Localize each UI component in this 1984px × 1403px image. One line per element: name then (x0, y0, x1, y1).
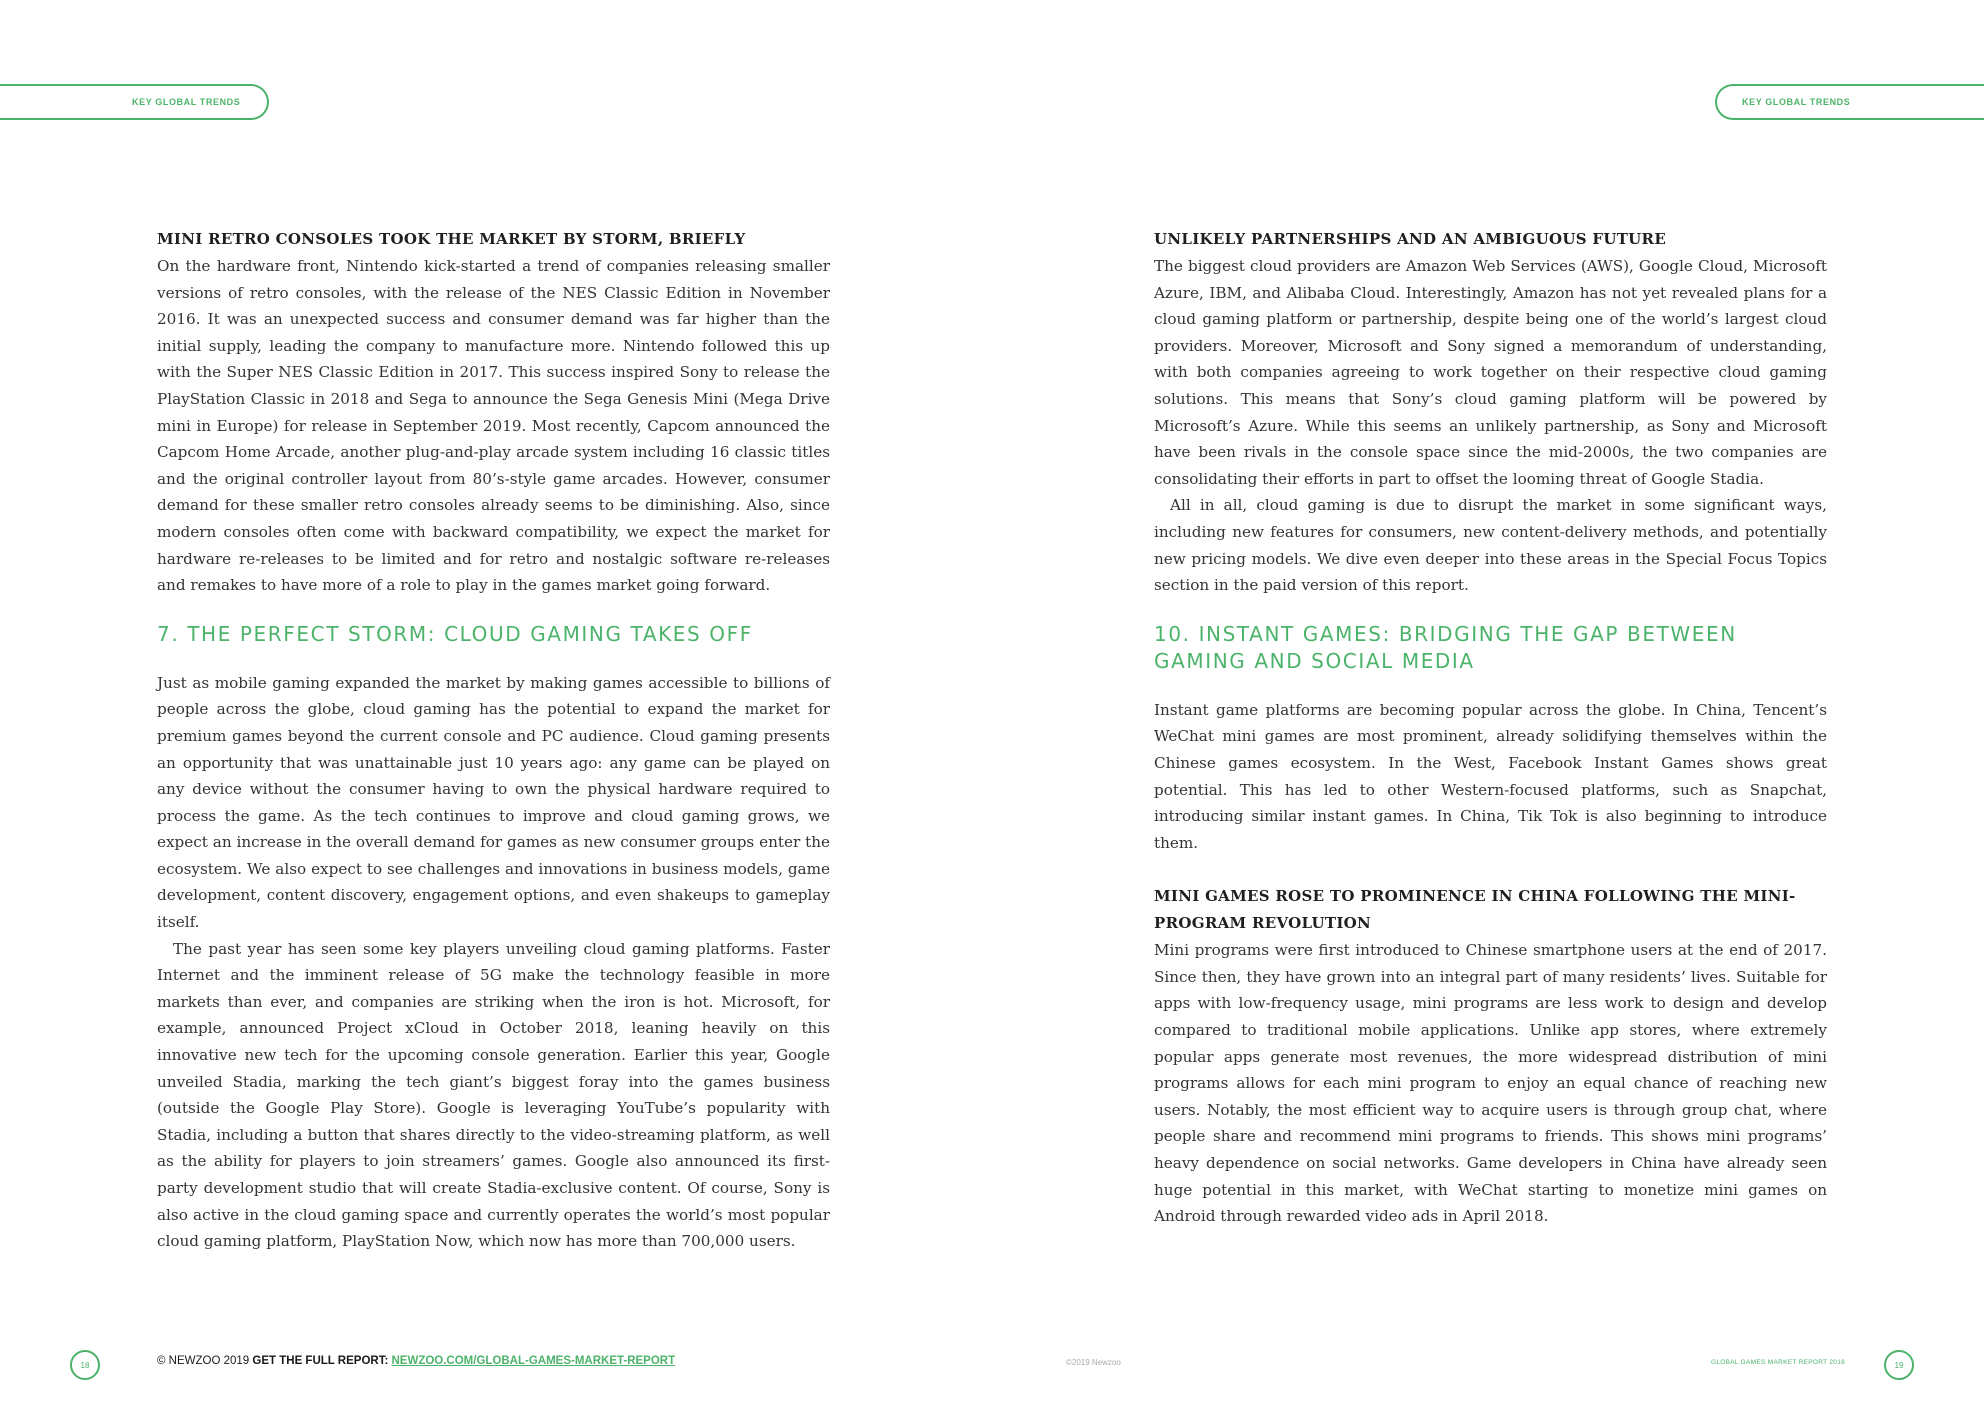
page-number-right-label: 19 (1894, 1360, 1904, 1370)
page-number-left-label: 18 (80, 1360, 90, 1370)
paragraph-cloud-providers: The biggest cloud providers are Amazon Web Services (AWS), Google Cloud, Microsoft Azure, IBM, and Alibaba Cloud. Interestingly, Amazon has not yet revealed plans for a cloud gaming platform or partnership, despite being one of the world’s largest cloud providers. Moreover, Microsoft and Sony signed a memorandum of understanding, with both companies agreeing to work together on their respective cloud gaming solutions. This means that Sony’s cloud gaming platform will be powered by Microsoft’s Azure. While this seems an unlikely partnership, as Sony and Microsoft have been rivals in the console space since the mid-2000s, the two companies are consolidating their efforts in part to offset the looming threat of Google Stadia. (1154, 257, 1827, 488)
header-tab-right-label: KEY GLOBAL TRENDS (1742, 97, 1851, 107)
page-number-right (1884, 1350, 1914, 1380)
subheading-mini-games-china: MINI GAMES ROSE TO PROMINENCE IN CHINA FOLLOWING THE MINI-PROGRAM REVOLUTION (1154, 887, 1796, 933)
paragraph-instant-games: Instant game platforms are becoming popular across the globe. In China, Tencent’s WeChat mini games are most prominent, already solidifying themselves within the Chinese games ecosystem. In the West, Facebook Instant Games shows great potential. This has led to other Western-focused platforms, such as Snapchat, introducing similar instant games. In China, Tik Tok is also beginning to introduce them. (1154, 700, 1827, 852)
footer-report-title: GLOBAL GAMES MARKET REPORT 2018 (1711, 1359, 1846, 1366)
section-heading-instant-games: 10. INSTANT GAMES: BRIDGING THE GAP BETWEEN GAMING AND SOCIAL MEDIA (1154, 621, 1737, 673)
footer-cta-text: GET THE FULL REPORT: (252, 1355, 389, 1367)
right-column (1154, 226, 1827, 1230)
footer-copyright: © NEWZOO 2019 (157, 1355, 250, 1367)
header-tab-right (1715, 84, 1984, 120)
left-column (157, 226, 830, 1255)
subheading-unlikely-partnerships: UNLIKELY PARTNERSHIPS AND AN AMBIGUOUS FUTURE (1154, 230, 1667, 248)
paragraph-cloud-gaming-intro: Just as mobile gaming expanded the market by making games accessible to billions of people across the globe, cloud gaming has the potential to expand the market for premium games beyond the current console and PC audience. Cloud gaming presents an opportunity that was unattainable just 10 years ago: any game can be played on any device without the consumer having to own the physical hardware required to process the game. As the tech continues to improve and cloud gaming grows, we expect an increase in the overall demand for games as new consumer groups enter the ecosystem. We also expect to see challenges and innovations in business models, game development, content discovery, engagement options, and even shakeups to gameplay itself. (157, 673, 830, 932)
header-tab-left-label: KEY GLOBAL TRENDS (132, 97, 241, 107)
page-number-left (70, 1350, 100, 1380)
header-tab-left (0, 84, 269, 120)
footer-center-copyright: ©2019 Newzoo (1066, 1358, 1121, 1367)
paragraph-cloud-gaming-players: The past year has seen some key players unveiling cloud gaming platforms. Faster Internet and the imminent release of 5G make the technology feasible in more markets than ever, and companies are striking when the iron is hot. Microsoft, for example, announced Project xCloud in October 2018, leaning heavily on this innovative new tech for the upcoming console generation. Earlier this year, Google unveiled Stadia, marking the tech giant’s biggest foray into the games business (outside the Google Play Store). Google is leveraging YouTube’s popularity with Stadia, including a button that shares directly to the video-streaming platform, as well as the ability for players to join streamers’ games. Google also announced its first-party development studio that will create Stadia-exclusive content. Of course, Sony is also active in the cloud gaming space and currently operates the world’s most popular cloud gaming platform, PlayStation Now, which now has more than 700,000 users. (157, 939, 830, 1251)
paragraph-mini-programs: Mini programs were first introduced to Chinese smartphone users at the end of 2017. Since then, they have grown into an integral part of many residents’ lives. Suitable for apps with low-frequency usage, mini programs are less work to design and develop compared to traditional mobile applications. Unlike app stores, where extremely popular apps generate most revenues, the more widespread distribution of mini programs allows for each mini program to enjoy an equal chance of reaching new users. Notably, the most efficient way to acquire users is through group chat, where people share and recommend mini programs to friends. This shows mini programs’ heavy dependence on social networks. Game developers in China have already seen huge potential in this market, with WeChat starting to monetize mini games on Android through rewarded video ads in April 2018. (1154, 941, 1827, 1226)
paragraph-retro-consoles: On the hardware front, Nintendo kick-started a trend of companies releasing smaller versions of retro consoles, with the release of the NES Classic Edition in November 2016. It was an unexpected success and consumer demand was far higher than the initial supply, leading the company to manufacture more. Nintendo followed this up with the Super NES Classic Edition in 2017. This success inspired Sony to release the PlayStation Classic in 2018 and Sega to announce the Sega Genesis Mini (Mega Drive mini in Europe) for release in September 2019. Most recently, Capcom announced the Capcom Home Arcade, another plug-and-play arcade system including 16 classic titles and the original controller layout from 80’s-style game arcades. However, consumer demand for these smaller retro consoles already seems to be diminishing. Also, since modern consoles often come with backward compatibility, we expect the market for hardware re-releases to be limited and for retro and nostalgic software re-releases and remakes to have more of a role to play in the games market going forward. (157, 257, 830, 595)
section-heading-cloud-gaming: 7. THE PERFECT STORM: CLOUD GAMING TAKES OFF (157, 621, 753, 646)
footer-cta (157, 1355, 675, 1367)
full-report-link[interactable]: NEWZOO.COM/GLOBAL-GAMES-MARKET-REPORT (391, 1355, 676, 1367)
subheading-mini-retro-consoles: MINI RETRO CONSOLES TOOK THE MARKET BY STORM, BRIEFLY (157, 230, 746, 248)
paragraph-cloud-disrupt: All in all, cloud gaming is due to disrupt the market in some significant ways, including new features for consumers, new content-delivery methods, and potentially new pricing models. We dive even deeper into these areas in the Special Focus Topics section in the paid version of this report. (1154, 496, 1827, 595)
